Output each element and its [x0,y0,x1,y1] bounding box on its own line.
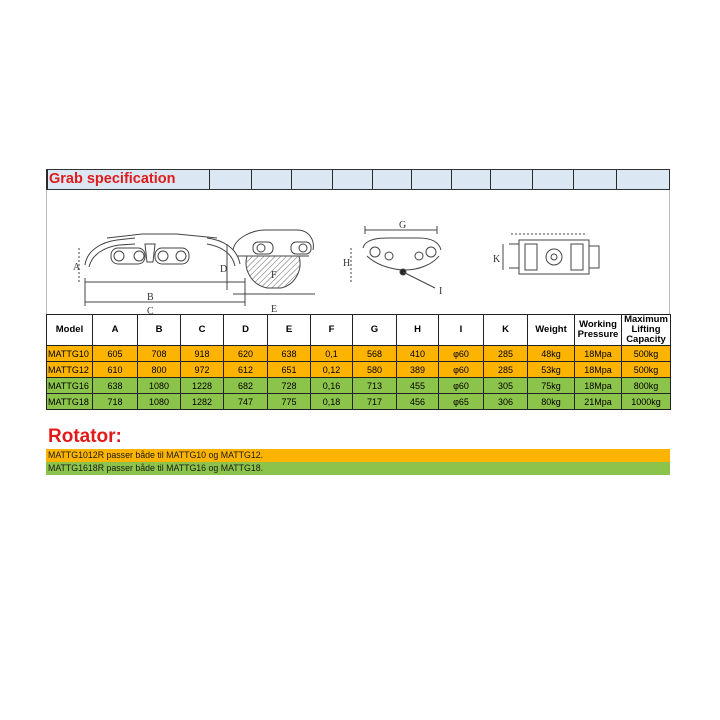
cell-k: 285 [484,362,528,378]
cell-b: 800 [138,362,181,378]
header-f: F [311,315,353,346]
dim-label-c: C [147,306,154,314]
cell-a: 605 [93,346,138,362]
cell-a: 638 [93,378,138,394]
cell-d: 620 [224,346,268,362]
cell-working-pressure: 18Mpa [575,362,622,378]
section-title: Grab specification [49,171,176,187]
header-model: Model [47,315,93,346]
header-d: D [224,315,268,346]
title-cell [617,170,670,189]
header-g: G [353,315,397,346]
header-c: C [181,315,224,346]
cell-f: 0,16 [311,378,353,394]
title-cell [333,170,373,189]
cell-c: 972 [181,362,224,378]
cell-b: 1080 [138,378,181,394]
cell-max-lifting-capacity: 500kg [622,346,671,362]
cell-i: φ65 [439,394,484,410]
table-row [47,362,671,378]
cell-e: 638 [268,346,311,362]
cell-model: MATTG10 [47,346,93,362]
rotator-note: MATTG1618R passer både til MATTG16 og MATTG18. [46,462,670,475]
cell-f: 0,12 [311,362,353,378]
cell-g: 713 [353,378,397,394]
rotator-heading: Rotator: [48,426,122,447]
cell-d: 612 [224,362,268,378]
cell-h: 410 [397,346,439,362]
cell-working-pressure: 18Mpa [575,346,622,362]
cell-b: 708 [138,346,181,362]
header-b: B [138,315,181,346]
dim-label-i: I [439,286,443,297]
cell-i: φ60 [439,346,484,362]
cell-max-lifting-capacity: 500kg [622,362,671,378]
dim-label-b: B [147,292,154,303]
cell-h: 455 [397,378,439,394]
cell-e: 651 [268,362,311,378]
dim-label-g: G [399,220,407,231]
cell-g: 580 [353,362,397,378]
header-i: I [439,315,484,346]
dim-label-e: E [271,304,278,314]
cell-f: 0,1 [311,346,353,362]
cell-h: 389 [397,362,439,378]
title-cell [452,170,491,189]
dim-label-a: A [73,262,81,273]
cell-weight: 53kg [528,362,575,378]
cell-c: 1228 [181,378,224,394]
dim-label-f: F [271,270,277,281]
drawings-canvas [47,190,671,314]
cell-f: 0,18 [311,394,353,410]
dim-label-h: H [343,258,351,269]
header-a: A [93,315,138,346]
cell-e: 728 [268,378,311,394]
grab-spec-sheet [46,169,670,410]
dim-label-d: D [220,264,228,275]
header-working-pressure: Working Pressure [575,315,622,346]
cell-i: φ60 [439,378,484,394]
grab-top-drawing [351,226,441,288]
rotator-drawing [503,234,599,274]
spec-table [46,314,671,410]
title-cell [252,170,292,189]
title-cell [491,170,533,189]
header-k: K [484,315,528,346]
cell-k: 306 [484,394,528,410]
spec-header-row [47,315,671,346]
title-cell [533,170,574,189]
rotator-note: MATTG1012R passer både til MATTG10 og MATTG12. [46,449,670,462]
cell-weight: 75kg [528,378,575,394]
cell-g: 717 [353,394,397,410]
cell-e: 775 [268,394,311,410]
cell-g: 568 [353,346,397,362]
header-e: E [268,315,311,346]
cell-model: MATTG18 [47,394,93,410]
cell-model: MATTG16 [47,378,93,394]
cell-weight: 48kg [528,346,575,362]
cell-i: φ60 [439,362,484,378]
cell-a: 718 [93,394,138,410]
cell-k: 285 [484,346,528,362]
table-row [47,346,671,362]
cell-h: 456 [397,394,439,410]
cell-c: 918 [181,346,224,362]
cell-d: 682 [224,378,268,394]
title-cell [373,170,412,189]
title-cell [412,170,453,189]
grab-side-drawing [227,230,315,294]
cell-k: 305 [484,378,528,394]
cell-working-pressure: 21Mpa [575,394,622,410]
cell-a: 610 [93,362,138,378]
header-max-lifting-capacity: Maximum Lifting Capacity [622,315,671,346]
technical-drawings [46,190,670,314]
header-weight: Weight [528,315,575,346]
cell-max-lifting-capacity: 1000kg [622,394,671,410]
cell-b: 1080 [138,394,181,410]
cell-d: 747 [224,394,268,410]
table-row [47,378,671,394]
cell-working-pressure: 18Mpa [575,378,622,394]
cell-model: MATTG12 [47,362,93,378]
title-row [46,169,670,190]
title-cell [292,170,333,189]
table-row [47,394,671,410]
cell-c: 1282 [181,394,224,410]
title-cell [210,170,253,189]
title-cell [574,170,618,189]
header-h: H [397,315,439,346]
cell-max-lifting-capacity: 800kg [622,378,671,394]
dim-label-k: K [493,254,501,265]
cell-weight: 80kg [528,394,575,410]
